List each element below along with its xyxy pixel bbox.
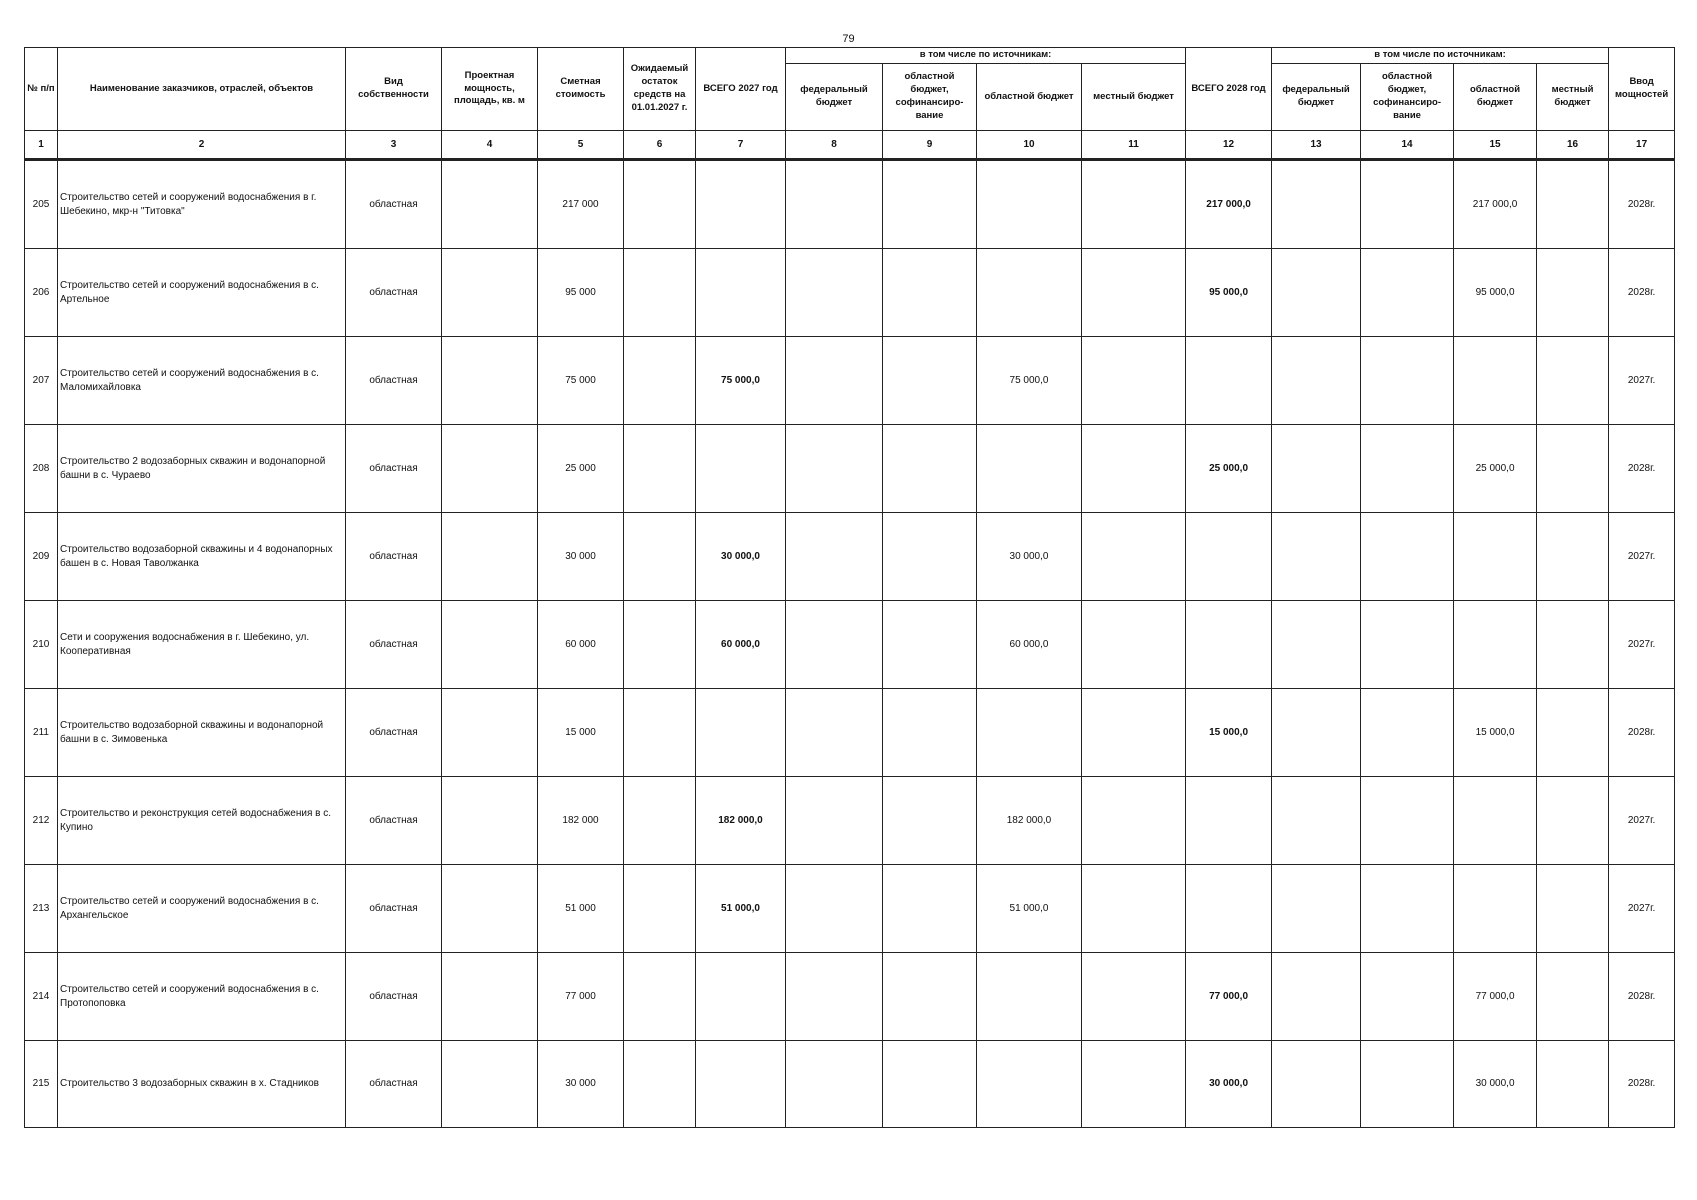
cell-federal-2028 — [1272, 1041, 1361, 1128]
cell-object-name: Строительство сетей и сооружений водоснабжения в с. Протопоповка — [58, 953, 346, 1041]
column-number: 1 — [25, 131, 58, 160]
cell-capacity — [442, 425, 538, 513]
cell-capacity — [442, 249, 538, 337]
cell-federal-2027 — [786, 249, 883, 337]
cell-commissioning: 2027г. — [1609, 337, 1675, 425]
cell-cofinancing-2027 — [883, 601, 977, 689]
cell-capacity — [442, 865, 538, 953]
cell-commissioning: 2027г. — [1609, 513, 1675, 601]
cell-commissioning: 2027г. — [1609, 601, 1675, 689]
cell-estimated-cost: 30 000 — [538, 1041, 624, 1128]
cell-regional-2028 — [1454, 337, 1537, 425]
cell-regional-2028: 30 000,0 — [1454, 1041, 1537, 1128]
cell-federal-2028 — [1272, 865, 1361, 953]
cell-federal-2027 — [786, 689, 883, 777]
column-number: 17 — [1609, 131, 1675, 160]
cell-local-2027 — [1082, 777, 1186, 865]
table-row — [25, 425, 1675, 513]
cell-total-2028 — [1186, 513, 1272, 601]
header-name: Наименование заказчиков, отраслей, объектов — [58, 48, 346, 131]
cell-local-2028 — [1537, 425, 1609, 513]
cell-total-2028 — [1186, 777, 1272, 865]
cell-expected-remainder — [624, 513, 696, 601]
cell-commissioning: 2028г. — [1609, 689, 1675, 777]
table-row — [25, 1041, 1675, 1128]
header-group-sources-2028: в том числе по источникам: — [1272, 48, 1609, 64]
cell-local-2028 — [1537, 777, 1609, 865]
cell-row-number: 210 — [25, 601, 58, 689]
cell-federal-2027 — [786, 865, 883, 953]
cell-federal-2028 — [1272, 249, 1361, 337]
cell-local-2027 — [1082, 601, 1186, 689]
table-row — [25, 337, 1675, 425]
header-remainder: Ожидаемый остаток средств на 01.01.2027 г. — [624, 48, 696, 131]
table-row — [25, 865, 1675, 953]
cell-total-2027 — [696, 160, 786, 249]
column-number: 4 — [442, 131, 538, 160]
header-local-2027: местный бюджет — [1082, 64, 1186, 131]
cell-object-name: Сети и сооружения водоснабжения в г. Шебекино, ул. Кооперативная — [58, 601, 346, 689]
cell-total-2028: 30 000,0 — [1186, 1041, 1272, 1128]
cell-cofinancing-2028 — [1361, 601, 1454, 689]
cell-object-name: Строительство и реконструкция сетей водоснабжения в с. Купино — [58, 777, 346, 865]
cell-cofinancing-2028 — [1361, 865, 1454, 953]
cell-total-2028: 217 000,0 — [1186, 160, 1272, 249]
cell-expected-remainder — [624, 777, 696, 865]
column-number: 15 — [1454, 131, 1537, 160]
cell-federal-2028 — [1272, 689, 1361, 777]
cell-object-name: Строительство сетей и сооружений водоснабжения в с. Архангельское — [58, 865, 346, 953]
cell-federal-2027 — [786, 777, 883, 865]
cell-total-2027 — [696, 425, 786, 513]
cell-expected-remainder — [624, 601, 696, 689]
cell-ownership: областная — [346, 1041, 442, 1128]
cell-regional-2027: 30 000,0 — [977, 513, 1082, 601]
cell-commissioning: 2027г. — [1609, 865, 1675, 953]
cell-estimated-cost: 75 000 — [538, 337, 624, 425]
cell-local-2028 — [1537, 249, 1609, 337]
cell-commissioning: 2028г. — [1609, 953, 1675, 1041]
cell-object-name: Строительство сетей и сооружений водоснабжения в с. Маломихайловка — [58, 337, 346, 425]
cell-local-2028 — [1537, 601, 1609, 689]
cell-row-number: 208 — [25, 425, 58, 513]
cell-local-2028 — [1537, 689, 1609, 777]
cell-total-2028 — [1186, 601, 1272, 689]
cell-row-number: 206 — [25, 249, 58, 337]
header-federal-2028: федеральный бюджет — [1272, 64, 1361, 131]
cell-row-number: 214 — [25, 953, 58, 1041]
cell-regional-2028: 217 000,0 — [1454, 160, 1537, 249]
cell-capacity — [442, 513, 538, 601]
cell-expected-remainder — [624, 160, 696, 249]
table-row — [25, 601, 1675, 689]
cell-federal-2027 — [786, 953, 883, 1041]
cell-local-2028 — [1537, 1041, 1609, 1128]
cell-expected-remainder — [624, 689, 696, 777]
cell-federal-2027 — [786, 337, 883, 425]
cell-object-name: Строительство сетей и сооружений водоснабжения в с. Артельное — [58, 249, 346, 337]
header-federal-2027: федеральный бюджет — [786, 64, 883, 131]
cell-estimated-cost: 182 000 — [538, 777, 624, 865]
cell-federal-2028 — [1272, 953, 1361, 1041]
cell-total-2028 — [1186, 337, 1272, 425]
cell-estimated-cost: 51 000 — [538, 865, 624, 953]
column-number: 16 — [1537, 131, 1609, 160]
table-row — [25, 513, 1675, 601]
cell-ownership: областная — [346, 865, 442, 953]
cell-total-2027 — [696, 953, 786, 1041]
cell-federal-2027 — [786, 1041, 883, 1128]
cell-cofinancing-2028 — [1361, 425, 1454, 513]
cell-row-number: 211 — [25, 689, 58, 777]
cell-row-number: 205 — [25, 160, 58, 249]
page-number: 79 — [842, 33, 855, 45]
cell-total-2028: 77 000,0 — [1186, 953, 1272, 1041]
cell-local-2027 — [1082, 865, 1186, 953]
cell-regional-2028: 25 000,0 — [1454, 425, 1537, 513]
header-num: № п/п — [25, 48, 58, 131]
column-number: 5 — [538, 131, 624, 160]
cell-cofinancing-2027 — [883, 249, 977, 337]
cell-ownership: областная — [346, 425, 442, 513]
header-cofinancing-2027: областной бюджет, софинансиро-вание — [883, 64, 977, 131]
cell-cofinancing-2028 — [1361, 777, 1454, 865]
cell-capacity — [442, 601, 538, 689]
cell-capacity — [442, 689, 538, 777]
cell-ownership: областная — [346, 953, 442, 1041]
cell-expected-remainder — [624, 1041, 696, 1128]
cell-cofinancing-2027 — [883, 160, 977, 249]
cell-total-2027 — [696, 689, 786, 777]
header-cofinancing-2028: областной бюджет, софинансиро-вание — [1361, 64, 1454, 131]
cell-object-name: Строительство водозаборной скважины и водонапорной башни в с. Зимовенька — [58, 689, 346, 777]
cell-total-2027: 30 000,0 — [696, 513, 786, 601]
cell-regional-2027: 51 000,0 — [977, 865, 1082, 953]
column-number: 14 — [1361, 131, 1454, 160]
cell-regional-2027: 75 000,0 — [977, 337, 1082, 425]
cell-cofinancing-2027 — [883, 777, 977, 865]
cell-local-2028 — [1537, 865, 1609, 953]
cell-expected-remainder — [624, 865, 696, 953]
cell-cofinancing-2028 — [1361, 160, 1454, 249]
header-commissioning: Ввод мощностей — [1609, 48, 1675, 131]
cell-object-name: Строительство сетей и сооружений водоснабжения в г. Шебекино, мкр-н "Титовка" — [58, 160, 346, 249]
cell-regional-2028 — [1454, 777, 1537, 865]
cell-ownership: областная — [346, 689, 442, 777]
cell-commissioning: 2027г. — [1609, 777, 1675, 865]
cell-total-2028 — [1186, 865, 1272, 953]
cell-ownership: областная — [346, 601, 442, 689]
cell-expected-remainder — [624, 425, 696, 513]
cell-estimated-cost: 15 000 — [538, 689, 624, 777]
cell-federal-2028 — [1272, 337, 1361, 425]
cell-capacity — [442, 337, 538, 425]
cell-cofinancing-2028 — [1361, 249, 1454, 337]
cell-row-number: 215 — [25, 1041, 58, 1128]
cell-local-2027 — [1082, 249, 1186, 337]
cell-total-2027: 51 000,0 — [696, 865, 786, 953]
cell-local-2027 — [1082, 160, 1186, 249]
cell-total-2028: 15 000,0 — [1186, 689, 1272, 777]
cell-object-name: Строительство 3 водозаборных скважин в х. Стадников — [58, 1041, 346, 1128]
cell-regional-2027 — [977, 249, 1082, 337]
cell-federal-2027 — [786, 160, 883, 249]
cell-estimated-cost: 95 000 — [538, 249, 624, 337]
cell-regional-2027: 182 000,0 — [977, 777, 1082, 865]
cell-row-number: 207 — [25, 337, 58, 425]
cell-ownership: областная — [346, 777, 442, 865]
cell-federal-2027 — [786, 513, 883, 601]
cell-federal-2028 — [1272, 601, 1361, 689]
cell-local-2028 — [1537, 160, 1609, 249]
column-number: 9 — [883, 131, 977, 160]
cell-cofinancing-2027 — [883, 425, 977, 513]
cell-commissioning: 2028г. — [1609, 425, 1675, 513]
cell-regional-2027 — [977, 1041, 1082, 1128]
cell-ownership: областная — [346, 249, 442, 337]
column-number: 7 — [696, 131, 786, 160]
header-regional-2027: областной бюджет — [977, 64, 1082, 131]
cell-total-2027: 60 000,0 — [696, 601, 786, 689]
cell-cofinancing-2027 — [883, 689, 977, 777]
cell-regional-2027 — [977, 425, 1082, 513]
cell-expected-remainder — [624, 953, 696, 1041]
cell-capacity — [442, 777, 538, 865]
cell-total-2027 — [696, 249, 786, 337]
header-cost: Сметная стоимость — [538, 48, 624, 131]
cell-commissioning: 2028г. — [1609, 249, 1675, 337]
header-group-sources-2027: в том числе по источникам: — [786, 48, 1186, 64]
cell-local-2027 — [1082, 513, 1186, 601]
column-number: 11 — [1082, 131, 1186, 160]
table-row — [25, 777, 1675, 865]
cell-cofinancing-2027 — [883, 865, 977, 953]
cell-total-2028: 25 000,0 — [1186, 425, 1272, 513]
cell-cofinancing-2027 — [883, 953, 977, 1041]
table-header — [25, 48, 1675, 160]
cell-capacity — [442, 160, 538, 249]
cell-ownership: областная — [346, 513, 442, 601]
cell-federal-2028 — [1272, 425, 1361, 513]
column-number: 10 — [977, 131, 1082, 160]
cell-local-2027 — [1082, 689, 1186, 777]
cell-local-2028 — [1537, 513, 1609, 601]
cell-estimated-cost: 25 000 — [538, 425, 624, 513]
cell-total-2027: 182 000,0 — [696, 777, 786, 865]
cell-expected-remainder — [624, 249, 696, 337]
column-number: 6 — [624, 131, 696, 160]
header-total-2027: ВСЕГО 2027 год — [696, 48, 786, 131]
cell-row-number: 212 — [25, 777, 58, 865]
cell-federal-2027 — [786, 425, 883, 513]
header-total-2028: ВСЕГО 2028 год — [1186, 48, 1272, 131]
cell-total-2027 — [696, 1041, 786, 1128]
cell-local-2028 — [1537, 953, 1609, 1041]
cell-local-2027 — [1082, 337, 1186, 425]
cell-capacity — [442, 953, 538, 1041]
cell-estimated-cost: 30 000 — [538, 513, 624, 601]
investment-table — [24, 47, 1675, 1128]
column-number: 12 — [1186, 131, 1272, 160]
cell-regional-2028: 77 000,0 — [1454, 953, 1537, 1041]
column-number: 8 — [786, 131, 883, 160]
cell-federal-2028 — [1272, 777, 1361, 865]
cell-federal-2028 — [1272, 513, 1361, 601]
cell-regional-2028: 95 000,0 — [1454, 249, 1537, 337]
column-number: 3 — [346, 131, 442, 160]
cell-regional-2028 — [1454, 865, 1537, 953]
cell-regional-2027: 60 000,0 — [977, 601, 1082, 689]
cell-federal-2027 — [786, 601, 883, 689]
table-row — [25, 249, 1675, 337]
cell-total-2027: 75 000,0 — [696, 337, 786, 425]
cell-capacity — [442, 1041, 538, 1128]
cell-object-name: Строительство 2 водозаборных скважин и водонапорной башни в с. Чураево — [58, 425, 346, 513]
cell-row-number: 213 — [25, 865, 58, 953]
cell-regional-2027 — [977, 953, 1082, 1041]
table-body — [25, 160, 1675, 1128]
cell-cofinancing-2028 — [1361, 513, 1454, 601]
cell-ownership: областная — [346, 337, 442, 425]
cell-ownership: областная — [346, 160, 442, 249]
cell-estimated-cost: 217 000 — [538, 160, 624, 249]
header-ownership: Вид собственности — [346, 48, 442, 131]
cell-cofinancing-2028 — [1361, 1041, 1454, 1128]
cell-local-2027 — [1082, 425, 1186, 513]
header-regional-2028: областной бюджет — [1454, 64, 1537, 131]
column-number-row — [25, 131, 1675, 160]
table-row — [25, 160, 1675, 249]
cell-expected-remainder — [624, 337, 696, 425]
cell-cofinancing-2028 — [1361, 689, 1454, 777]
cell-estimated-cost: 60 000 — [538, 601, 624, 689]
cell-regional-2028 — [1454, 513, 1537, 601]
cell-federal-2028 — [1272, 160, 1361, 249]
cell-regional-2027 — [977, 160, 1082, 249]
cell-row-number: 209 — [25, 513, 58, 601]
cell-object-name: Строительство водозаборной скважины и 4 водонапорных башен в с. Новая Таволжанка — [58, 513, 346, 601]
cell-estimated-cost: 77 000 — [538, 953, 624, 1041]
cell-commissioning: 2028г. — [1609, 160, 1675, 249]
cell-local-2028 — [1537, 337, 1609, 425]
header-capacity: Проектная мощность, площадь, кв. м — [442, 48, 538, 131]
cell-regional-2028: 15 000,0 — [1454, 689, 1537, 777]
column-number: 13 — [1272, 131, 1361, 160]
cell-total-2028: 95 000,0 — [1186, 249, 1272, 337]
cell-cofinancing-2028 — [1361, 337, 1454, 425]
cell-regional-2028 — [1454, 601, 1537, 689]
cell-local-2027 — [1082, 1041, 1186, 1128]
cell-cofinancing-2027 — [883, 1041, 977, 1128]
cell-regional-2027 — [977, 689, 1082, 777]
header-local-2028: местный бюджет — [1537, 64, 1609, 131]
cell-cofinancing-2027 — [883, 337, 977, 425]
cell-commissioning: 2028г. — [1609, 1041, 1675, 1128]
column-number: 2 — [58, 131, 346, 160]
table-row — [25, 689, 1675, 777]
cell-cofinancing-2028 — [1361, 953, 1454, 1041]
cell-cofinancing-2027 — [883, 513, 977, 601]
cell-local-2027 — [1082, 953, 1186, 1041]
table-row — [25, 953, 1675, 1041]
